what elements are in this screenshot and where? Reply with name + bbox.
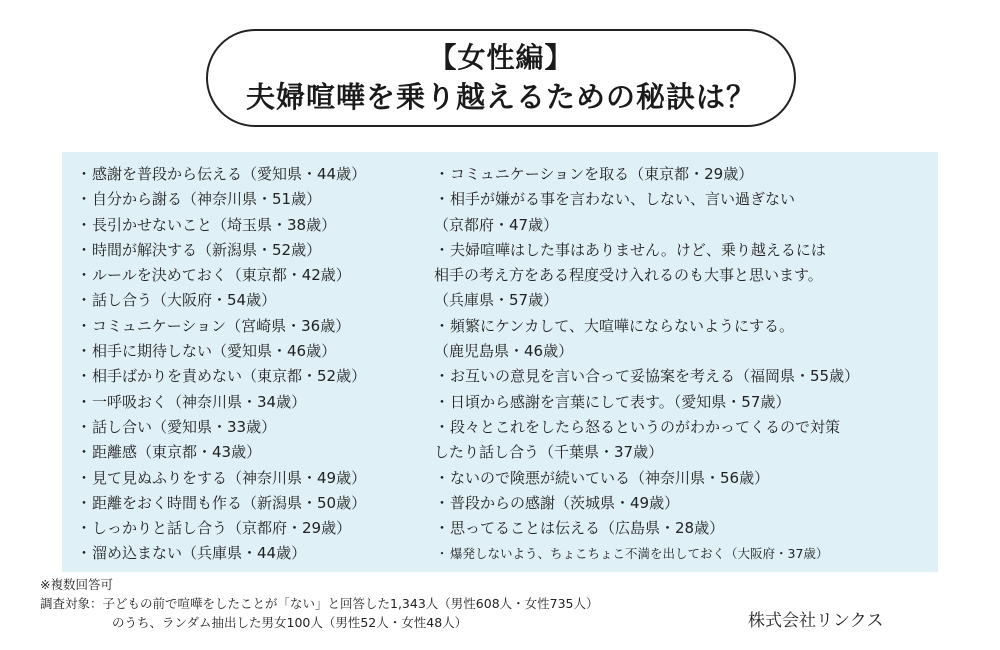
answer-item <box>434 491 934 516</box>
answer-item <box>434 263 934 288</box>
answer-text: 一呼吸おく（神奈川県・34歳） <box>92 392 307 411</box>
answer-item <box>76 187 446 212</box>
bullet-mark: ・ <box>76 215 92 234</box>
answer-item <box>434 390 934 415</box>
answer-text: しっかりと話し合う（京都府・29歳） <box>92 519 352 538</box>
multiple-answers-note: ※複数回答可 <box>40 577 113 592</box>
answers-left-column <box>76 162 446 567</box>
answer-text: 日頃から感謝を言葉にして表す。（愛知県・57歳） <box>450 392 791 411</box>
answer-item <box>76 339 446 364</box>
survey-target-line1: 調査対象：子どもの前で喧嘩をしたことが「ない」と回答した1,343人（男性608人・女性735人） <box>40 596 599 611</box>
answer-text: 話し合う（大阪府・54歳） <box>92 291 277 310</box>
answer-text: 爆発しないよう、ちょこちょこ不満を出しておく（大阪府・37歳） <box>450 546 829 562</box>
answer-item <box>434 339 934 364</box>
bullet-mark: ・ <box>76 165 92 183</box>
answer-item <box>76 440 446 465</box>
bullet-mark: ・ <box>434 493 450 512</box>
survey-target-line2: のうち、ランダム抽出した男女100人（男性52人・女性48人） <box>112 615 468 630</box>
bullet-mark: ・ <box>76 392 92 411</box>
bullet-mark: ・ <box>76 190 92 209</box>
answer-item <box>76 516 446 541</box>
answer-text: ないので険悪が続いている（神奈川県・56歳） <box>450 468 770 487</box>
bullet-mark: ・ <box>76 493 92 512</box>
answer-item <box>76 314 446 339</box>
answer-text: 溜め込まない（兵庫県・44歳） <box>92 544 307 563</box>
answer-item <box>76 364 446 389</box>
answer-text: 自分から謝る（神奈川県・51歳） <box>92 190 322 209</box>
title-box <box>206 29 796 127</box>
answer-item <box>434 288 934 313</box>
bullet-mark: ・ <box>76 519 92 538</box>
answer-text: コミュニケーション（宮崎県・36歳） <box>92 316 351 335</box>
answer-text: 相手の考え方をある程度受け入れるのも大事と思います。 <box>434 266 823 285</box>
answer-text: 時間が解決する（新潟県・52歳） <box>92 240 322 259</box>
answer-item <box>434 364 934 389</box>
answer-text: （京都府・47歳） <box>434 215 559 234</box>
answer-item <box>434 162 934 187</box>
answer-text: 相手に期待しない（愛知県・46歳） <box>92 342 337 361</box>
answers-right-column <box>434 162 934 566</box>
answer-text: 相手ばかりを責めない（東京都・52歳） <box>92 367 367 386</box>
footnotes <box>40 575 599 632</box>
answer-item <box>434 187 934 212</box>
answer-item <box>76 491 446 516</box>
bullet-mark: ・ <box>434 316 450 335</box>
bullet-mark: ・ <box>434 519 450 538</box>
answer-text: 普段からの感謝（茨城県・49歳） <box>450 493 680 512</box>
bullet-mark: ・ <box>76 367 92 386</box>
answer-text: 距離感（東京都・43歳） <box>92 443 262 462</box>
bullet-mark: ・ <box>434 417 450 436</box>
answer-item <box>434 238 934 263</box>
answer-item <box>434 440 934 465</box>
answer-item <box>434 516 934 541</box>
answer-item <box>76 238 446 263</box>
answer-text: 思ってることは伝える（広島県・28歳） <box>450 519 725 538</box>
answer-text: お互いの意見を言い合って妥協案を考える（福岡県・55歳） <box>450 367 860 386</box>
bullet-mark: ・ <box>76 443 92 462</box>
answer-text: 感謝を普段から伝える（愛知県・44歳） <box>92 165 367 183</box>
answer-text: ルールを決めておく（東京都・42歳） <box>92 266 351 285</box>
answer-text: コミュニケーションを取る（東京都・29歳） <box>450 165 754 183</box>
answer-text: 距離をおく時間も作る（新潟県・50歳） <box>92 493 367 512</box>
bullet-mark: ・ <box>434 468 450 487</box>
answer-text: （兵庫県・57歳） <box>434 291 559 310</box>
answer-item <box>76 288 446 313</box>
title-category: 【女性編】 <box>428 41 574 74</box>
bullet-mark: ・ <box>76 240 92 259</box>
answer-item <box>76 541 446 566</box>
answer-text: 見て見ぬふりをする（神奈川県・49歳） <box>92 468 367 487</box>
bullet-mark: ・ <box>434 240 450 259</box>
bullet-mark: ・ <box>76 266 92 285</box>
answer-text: したり話し合う（千葉県・37歳） <box>434 443 664 462</box>
bullet-mark: ・ <box>435 546 449 562</box>
answer-item <box>434 466 934 491</box>
answer-item <box>76 263 446 288</box>
bullet-mark: ・ <box>76 342 92 361</box>
bullet-mark: ・ <box>76 417 92 436</box>
bullet-mark: ・ <box>434 392 450 411</box>
answer-text: 段々とこれをしたら怒るというのがわかってくるので対策 <box>450 417 841 436</box>
answer-text: 長引かせないこと（埼玉県・38歳） <box>92 215 337 234</box>
answer-item <box>434 213 934 238</box>
bullet-mark: ・ <box>434 190 450 209</box>
bullet-mark: ・ <box>76 544 92 563</box>
answer-text: （鹿児島県・46歳） <box>434 342 574 361</box>
bullet-mark: ・ <box>434 165 450 183</box>
answer-item <box>434 541 934 566</box>
answer-text: 話し合い（愛知県・33歳） <box>92 417 277 436</box>
answer-item <box>76 390 446 415</box>
answer-item <box>434 314 934 339</box>
bullet-mark: ・ <box>434 367 450 386</box>
answer-item <box>76 213 446 238</box>
answer-text: 夫婦喧嘩はした事はありません。けど、乗り越えるには <box>450 240 826 259</box>
bullet-mark: ・ <box>76 468 92 487</box>
answer-text: 頻繁にケンカして、大喧嘩にならないようにする。 <box>450 316 794 335</box>
answer-item <box>434 415 934 440</box>
answer-item <box>76 162 446 187</box>
answer-item <box>76 466 446 491</box>
answers-panel <box>62 152 938 572</box>
company-name: 株式会社リンクス <box>748 611 884 631</box>
title-question: 夫婦喧嘩を乗り越えるための秘訣は？ <box>245 80 756 114</box>
bullet-mark: ・ <box>76 316 92 335</box>
bullet-mark: ・ <box>76 291 92 310</box>
answer-item <box>76 415 446 440</box>
answer-text: 相手が嫌がる事を言わない、しない、言い過ぎない <box>450 190 796 209</box>
